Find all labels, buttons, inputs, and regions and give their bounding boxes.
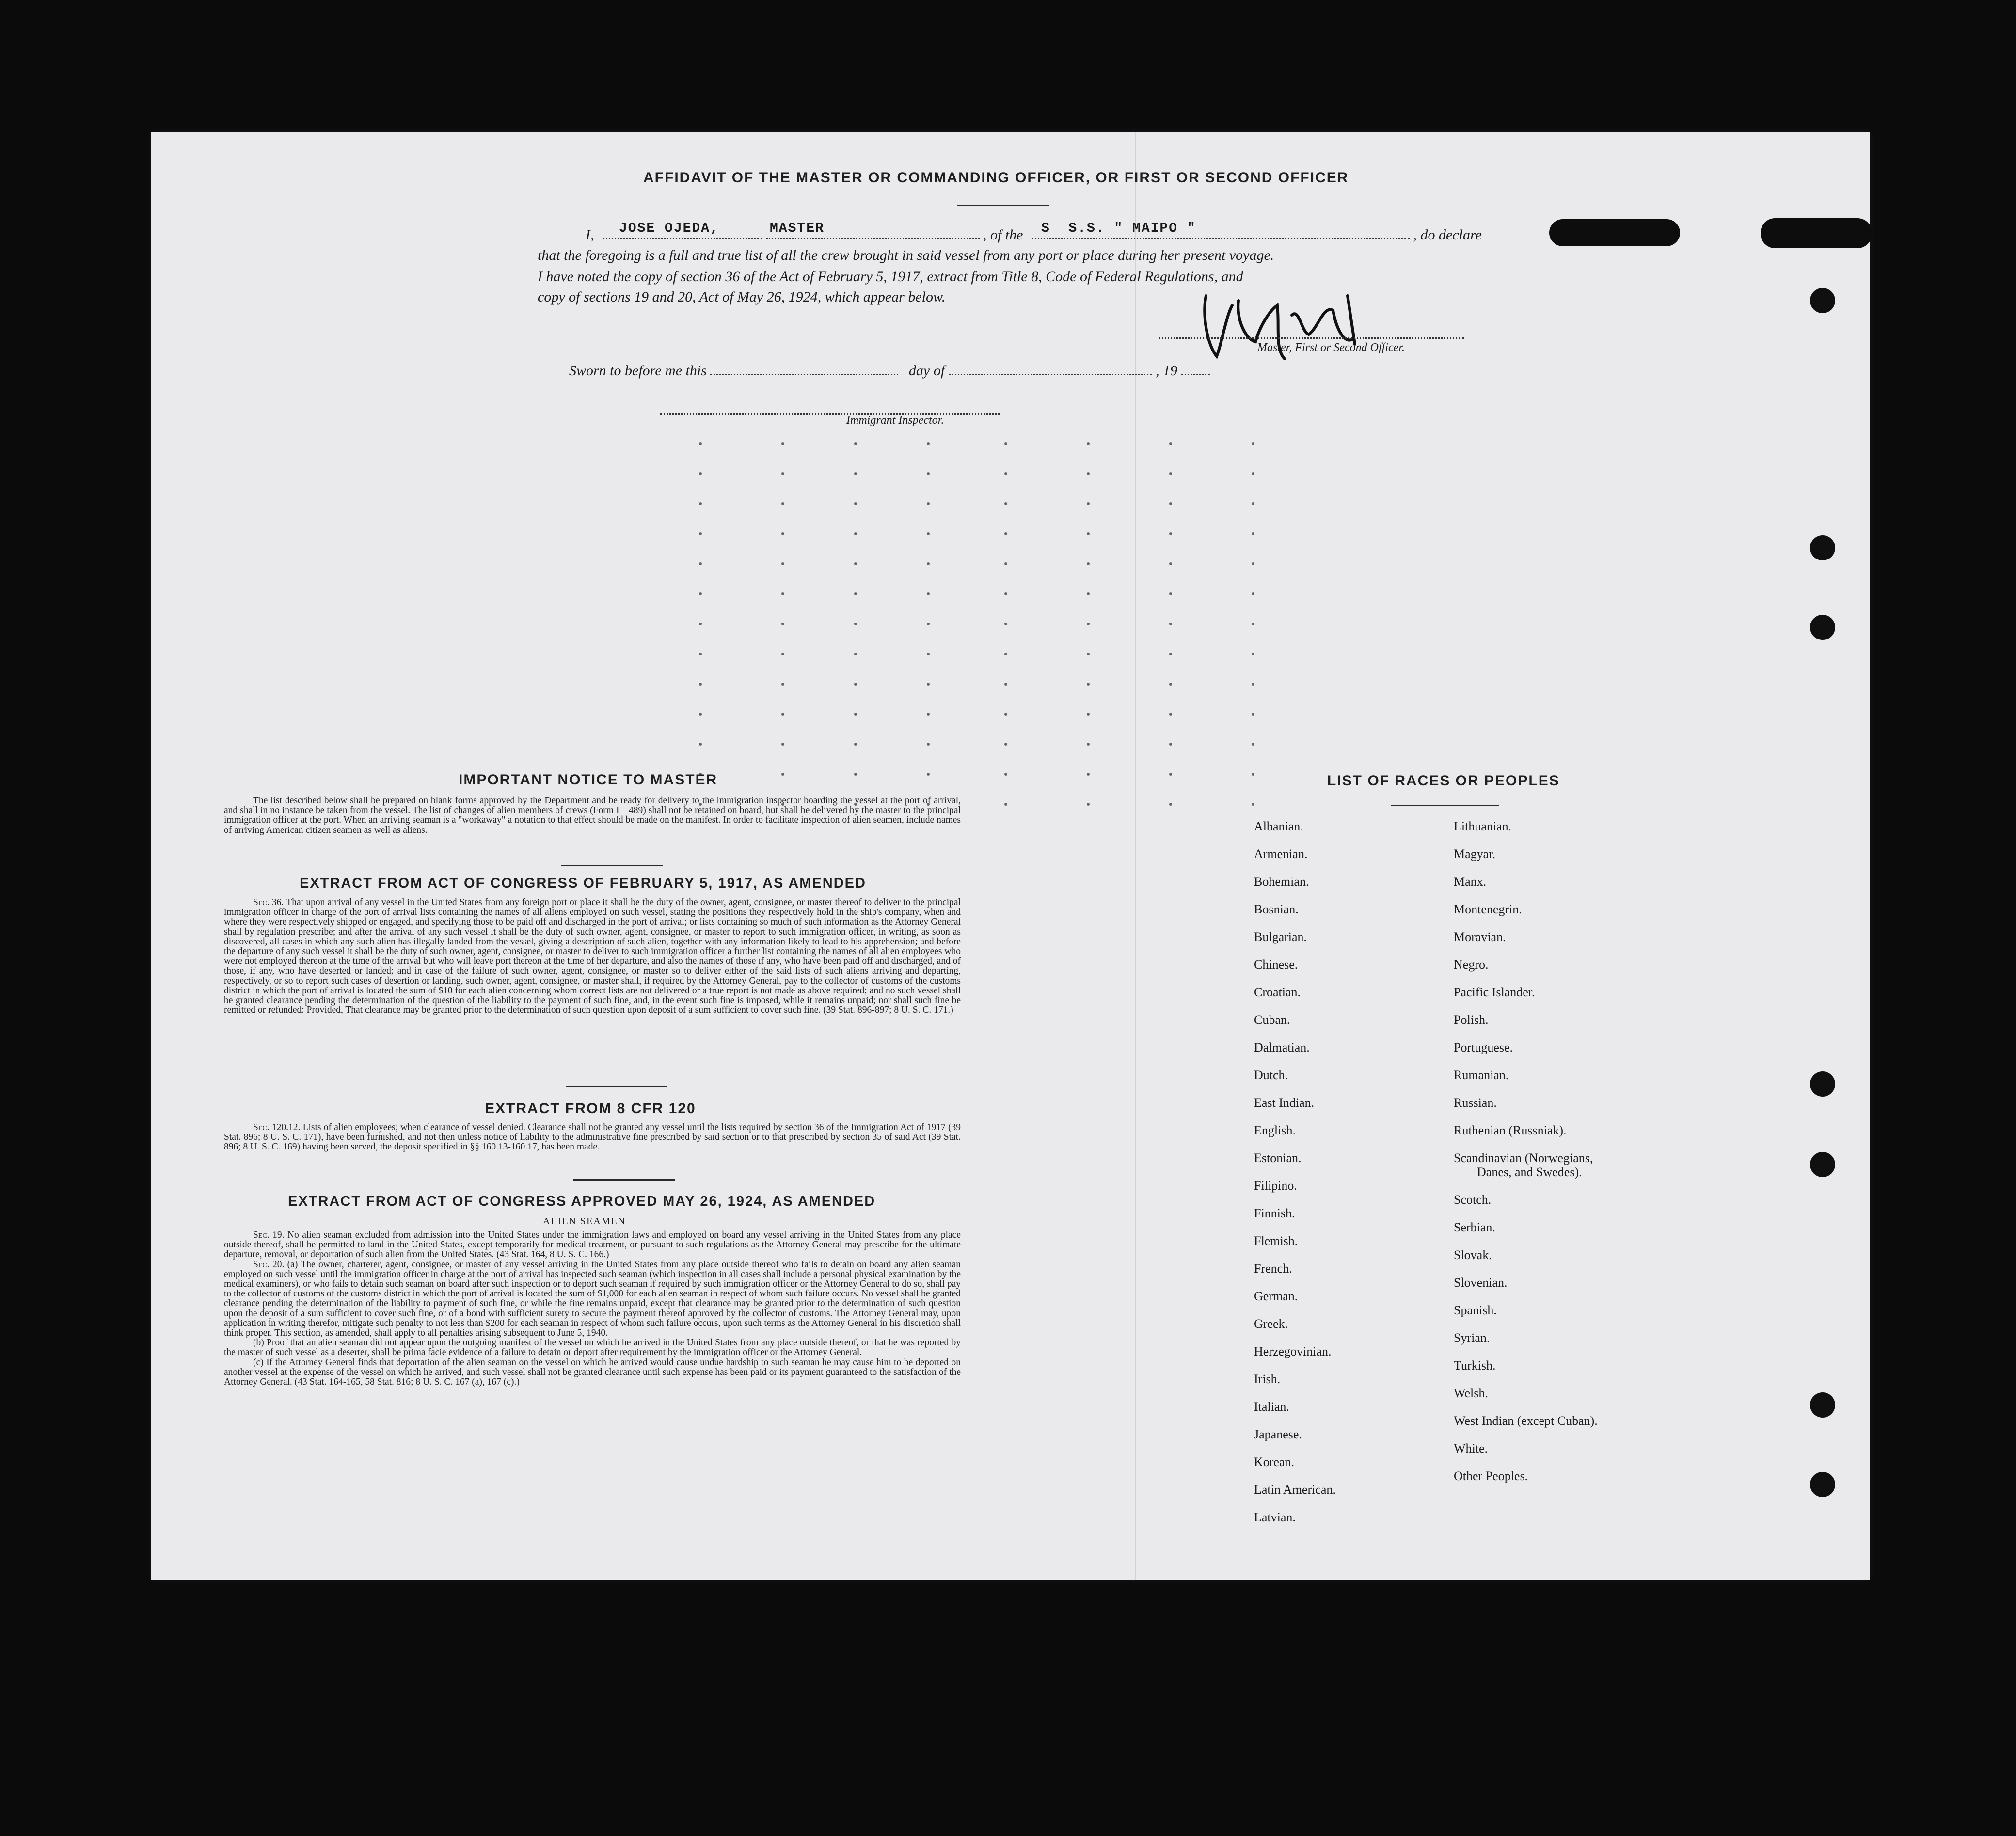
grid-dot [1252,442,1254,445]
race-left-item: Italian. [1254,1400,1289,1414]
grid-dot [1087,743,1090,746]
grid-dot [927,683,930,686]
grid-dot [781,592,784,595]
sec-20b-paragraph: (b) Proof that an alien seaman did not appear upon the outgoing manifest of the vessel on which he arrived in the United States from any place outside thereof, or that he was reported by the master of such vessel as a deserter, shall be prima facie evidence of a failure to detain or deport after requirement by the immigration officer or the Attorney General. [224,1338,961,1358]
grid-dot [1169,562,1172,565]
grid-dot [1252,562,1254,565]
race-left-item: Dalmatian. [1254,1040,1310,1054]
document-page [151,132,1870,1580]
race-left-item: Croatian. [1254,985,1301,999]
extract-1917-title: EXTRACT FROM ACT OF CONGRESS OF FEBRUARY 5, 1917, AS AMENDED [300,876,866,891]
grid-dot [699,472,702,475]
race-right-item: Moravian. [1454,930,1506,944]
grid-dot [1252,472,1254,475]
race-left-item: Flemish. [1254,1234,1298,1248]
grid-dot [1004,442,1007,445]
grid-dot [1004,502,1007,505]
grid-dot [854,743,857,746]
grid-dot [1252,623,1254,625]
race-right-item: Spanish. [1454,1303,1497,1317]
race-right-item: Welsh. [1454,1386,1488,1400]
race-right-item: Magyar. [1454,847,1495,861]
race-left-item: Latvian. [1254,1510,1296,1524]
race-left-item: Latin American. [1254,1483,1336,1497]
grid-dot [927,743,930,746]
race-left-item: Irish. [1254,1372,1281,1386]
race-left-item: Korean. [1254,1455,1295,1469]
race-right-item: Scotch. [1454,1193,1492,1207]
race-left-item: Armenian. [1254,847,1308,861]
grid-dot [927,532,930,535]
day-of-text: day of [908,363,945,379]
grid-dot [781,562,784,565]
race-right-item: Portuguese. [1454,1040,1513,1054]
grid-dot [699,683,702,686]
master-name-value: JOSE OJEDA, [619,221,719,236]
grid-dot [854,592,857,595]
grid-dot [854,653,857,655]
race-right-item: White. [1454,1441,1488,1455]
sec-20c-paragraph: (c) If the Attorney General finds that deportation of the alien seaman on the vessel on which he arrived would cause undue hardship to such seaman he may cause him to be deported on another vessel at the expense of the vessel on which he arrived, and such vessel shall not be granted clearance until such expense has been paid or its payment guaranteed to the satisfaction of the Attorney General. (43 Stat. 164-165, 58 Stat. 816; 8 U. S. C. 167 (a), 167 (c).) [224,1357,961,1388]
races-title: LIST OF RACES OR PEOPLES [1327,773,1560,789]
grid-dot [1252,683,1254,686]
inspector-caption: Immigrant Inspector. [846,414,944,427]
grid-dot [1087,442,1090,445]
signature-line [1159,337,1464,339]
grid-dot [854,562,857,565]
punch-hole-7 [1810,1472,1835,1497]
grid-dot [1169,532,1172,535]
grid-dot [699,653,702,655]
grid-dot [927,713,930,716]
grid-dot [1252,502,1254,505]
notice-rule [561,865,663,866]
race-right-item: Syrian. [1454,1331,1490,1345]
punch-hole-1 [1810,288,1835,313]
race-left-item: Dutch. [1254,1068,1288,1082]
grid-dot [699,562,702,565]
race-right-item: Scandinavian (Norwegians, [1454,1151,1593,1165]
race-right-item: Rumanian. [1454,1068,1509,1082]
grid-dot [927,592,930,595]
affidavit-title-rule [957,205,1049,206]
sec-36-label: Sec. 36. [253,897,284,908]
extract-cfr-paragraph [224,1123,961,1152]
grid-dot [1169,623,1172,625]
grid-dot [1004,472,1007,475]
grid-dot [1252,532,1254,535]
race-left-item: Finnish. [1254,1206,1295,1220]
race-right-item: Manx. [1454,875,1487,889]
grid-dot [699,623,702,625]
grid-dot [854,623,857,625]
race-left-item: Bohemian. [1254,875,1309,889]
grid-dot [699,743,702,746]
grid-dot [781,713,784,716]
grid-dot [699,502,702,505]
grid-dot [854,683,857,686]
punch-hole-4 [1810,1071,1835,1097]
grid-dot [1169,442,1172,445]
sec-20a-paragraph [224,1260,961,1339]
punch-hole-3 [1810,615,1835,640]
race-left-item: Albanian. [1254,819,1303,833]
sec-19-paragraph [224,1230,961,1260]
grid-dot [927,623,930,625]
extract-1917-rule [566,1086,667,1087]
race-left-item: English. [1254,1123,1296,1137]
grid-dot [1087,532,1090,535]
declaration-line-4: copy of sections 19 and 20, Act of May 26, 1924, which appear below. [538,289,946,305]
sworn-year-field [1181,374,1210,375]
grid-dot [1004,562,1007,565]
extract-cfr-rule [573,1179,675,1181]
extract-1924-text [224,1230,961,1387]
punch-hole-5 [1810,1152,1835,1177]
grid-dot [1252,653,1254,655]
race-right-item: Pacific Islander. [1454,985,1535,999]
grid-dot [1169,472,1172,475]
grid-dot [1252,592,1254,595]
grid-dot [1087,502,1090,505]
declaration-line-3: I have noted the copy of section 36 of the Act of February 5, 1917, extract from Title 8, Code of Federal Regulations, and [538,269,1243,285]
grid-dot [781,623,784,625]
grid-dot [1169,713,1172,716]
sec-120-label: Sec. 120.12. [253,1122,301,1133]
grid-dot [1004,592,1007,595]
grid-dot [781,502,784,505]
race-right-item: Slovenian. [1454,1276,1508,1290]
race-right-item: Danes, and Swedes). [1477,1165,1582,1179]
sec-20a-body: (a) The owner, charterer, agent, consignee, or master of any vessel arriving in the United States from any place outside thereof who fails to detain on board any alien seaman employed on such vessel until the immigration officer in charge at the port of arrival has inspected such seaman (which inspection in all cases shall include a personal physical examination by the medical examiners), or who fails to detain such seaman on board after such inspection or to deport such seaman if required by such immigration officer or the Attorney General to do so, shall pay to the collector of customs of the customs district in which the port of arrival is located the sum of $1,000 for each alien seaman in respect of whom such failure occurs. No vessel shall be granted clearance pending the determination of the liability to payment of such fine, or while the fine remains unpaid, except that clearance may be granted prior to the determination of such question upon the deposit of a sum sufficient to cover such fine, or of a bond with sufficient surety to secure the payment thereof approved by the collector of customs. The Attorney General may, upon application in writing therefor, mitigate such penalty to not less than $200 for each seaman in respect of whom such failure occurs, upon such terms as the Attorney General in his discretion shall think proper. This section, as amended, shall apply to all penalties arising subsequent to June 5, 1940. [224,1259,961,1339]
sec-36-body: That upon arrival of any vessel in the United States from any foreign port or place it shall be the duty of the owner, agent, consignee, or master thereof to deliver to the principal immigration officer in charge of the port of arrival lists containing the names of all aliens employed on such vessel, stating the positions they respectively hold in the ship's company, when and where they were respectively shipped or engaged, and specifying those to be paid off and discharged in the port of arrival; or lists containing so much of such information as the Attorney General shall by regulation prescribe; and after the arrival of any such vessel it shall be the duty of such owner, agent, consignee, or master to report to such immigration officer, in writing, as soon as discovered, all cases in which any such alien has illegally landed from the vessel, giving a description of such alien, together with any information likely to lead to his apprehension; and before the departure of any such vessel it shall be the duty of such owner, agent, consignee, or master to deliver to such immigration officer a further list containing the names of all alien employees who were not employed thereon at the time of the arrival but who will leave port thereon at the time of her departure, and also the names of those if any, who have been paid off and discharged, and of those, if any, who have deserted or landed; and in case of the failure of such owner, agent, consignee, or master so to deliver either of the said lists of such aliens arriving and departing, respectively, or so to report such cases of desertion or landing, such owner, agent, consignee, or master shall, if required by the Attorney General, pay to the collector of customs of the customs district in which the port of arrival is located the sum of $10 for each alien concerning whom correct lists are not delivered or a true report is not made as above required; and no such vessel shall be granted clearance pending the determination of the question of the liability to the payment of such fine, and, in the event such fine is imposed, while it remains unpaid; nor shall such fine be remitted or refunded: Provided, That clearance may be granted prior to the determination of such question upon deposit of a sum sufficient to cover such fine. (39 Stat. 896-897; 8 U. S. C. 171.) [224,897,961,1016]
grid-dot [699,532,702,535]
grid-dot [781,532,784,535]
grid-dot [1004,623,1007,625]
page-fold [1135,132,1136,1580]
grid-dot [1087,592,1090,595]
grid-dot [1004,803,1007,806]
sworn-line [569,363,1210,379]
vessel-name-value: S S.S. " MAIPO " [1041,221,1196,236]
race-left-item: Bulgarian. [1254,930,1307,944]
grid-dot [781,683,784,686]
grid-dot [854,532,857,535]
sec-19-label: Sec. 19. [253,1230,285,1240]
grid-dot [927,773,930,776]
punch-hole-6 [1810,1392,1835,1418]
race-left-item: Filipino. [1254,1179,1297,1193]
race-left-item: Cuban. [1254,1013,1290,1027]
sworn-text: Sworn to before me this [569,363,707,379]
grid-dot [1169,502,1172,505]
grid-dot [1252,803,1254,806]
race-left-item: Greek. [1254,1317,1288,1331]
race-right-item: Ruthenian (Russniak). [1454,1123,1567,1137]
grid-dot [854,442,857,445]
declaration-line-2: that the foregoing is a full and true list of all the crew brought in said vessel from any port or place during her present voyage. [538,247,1274,263]
race-right-item: Slovak. [1454,1248,1492,1262]
grid-dot [1004,653,1007,655]
grid-dot [699,442,702,445]
race-right-item: Lithuanian. [1454,819,1512,833]
grid-dot [1004,683,1007,686]
extract-cfr-title: EXTRACT FROM 8 CFR 120 [485,1101,696,1117]
grid-dot [1087,562,1090,565]
sec-20-label: Sec. 20. [253,1259,285,1270]
affidavit-title: AFFIDAVIT OF THE MASTER OR COMMANDING OFFICER, OR FIRST OR SECOND OFFICER [643,170,1349,186]
grid-dot [1087,623,1090,625]
races-title-rule [1391,805,1499,806]
race-left-item: Herzegovinian. [1254,1344,1332,1358]
alien-seamen-subtitle: ALIEN SEAMEN [543,1216,626,1227]
grid-dot [1169,803,1172,806]
grid-dot [1087,653,1090,655]
grid-dot [1087,803,1090,806]
sec-120-body: Lists of alien employees; when clearance of vessel denied. Clearance shall not be granted any vessel until the lists required by section 36 of the Immigration Act of 1917 (39 Stat. 896; 8 U. S. C. 171), have been furnished, and not then unless notice of liability to the administrative fine prescribed by said section or to that prescribed by section 35 of said Act (39 Stat. 896; 8 U. S. C. 169) having been served, the deposit specified in §§ 160.13-160.17, has been made. [224,1122,961,1152]
sworn-day-field [710,374,898,375]
race-right-item: Montenegrin. [1454,902,1522,916]
grid-dot [927,562,930,565]
grid-dot [927,502,930,505]
extract-cfr-text [224,1123,961,1152]
race-left-item: Estonian. [1254,1151,1302,1165]
grid-dot [1252,773,1254,776]
sec-19-body: No alien seaman excluded from admission into the United States under the immigration laws and employed on board any vessel arriving in the United States from any place outside thereof, shall be permitted to land in the United States, except temporarily for medical treatment, or pursuant to such regulations as the Attorney General may prescribe for the ultimate departure, removal, or deportation of such alien from the United States. (43 Stat. 164, 8 U. S. C. 166.) [224,1230,961,1260]
do-declare-text: , do declare [1413,227,1482,243]
grid-dot [699,713,702,716]
race-right-item: Other Peoples. [1454,1469,1528,1483]
notice-paragraph: The list described below shall be prepared on blank forms approved by the Department and be ready for delivery to the immigration inspector boarding the vessel at the port of arrival, and shall in no instance be taken from the vessel. The list of changes of alien members of crews (Form I—489) shall not be retained on board, but shall be delivered by the master to the principal immigration officer at the port. When an arriving seaman is a "workaway" a notation to that effect should be made on the manifest. In order to facilitate inspection of alien seamen, include names of arriving American citizen seamen as well as aliens. [224,796,961,835]
film-smear-left [1549,219,1680,246]
grid-dot [1169,683,1172,686]
inspector-signature-line [660,413,1000,415]
master-name-field [603,221,825,239]
grid-dot [1169,592,1172,595]
grid-dot [781,653,784,655]
of-the-text: , of the [983,227,1023,243]
grid-dot [1252,743,1254,746]
grid-dot [1252,713,1254,716]
grid-dot [1004,743,1007,746]
grid-dot [1087,713,1090,716]
master-rank-value: MASTER [770,221,825,236]
sworn-month-field [949,374,1152,375]
race-left-item: Japanese. [1254,1427,1302,1441]
grid-dot [854,502,857,505]
grid-dot [854,773,857,776]
grid-dot [927,472,930,475]
notice-title: IMPORTANT NOTICE TO MASTER [459,772,718,788]
declaration-line-1 [566,221,1621,243]
punch-hole-2 [1810,535,1835,560]
grid-dot [1087,773,1090,776]
extract-1917-paragraph [224,898,961,1015]
grid-dot [781,472,784,475]
grid-dot [1169,653,1172,655]
race-right-item: Polish. [1454,1013,1489,1027]
grid-dot [781,743,784,746]
year-text: , 19 [1156,363,1178,379]
grid-dot [1004,532,1007,535]
race-right-item: Turkish. [1454,1358,1496,1373]
notice-text [224,796,961,835]
signature-caption: Master, First or Second Officer. [1257,341,1405,354]
race-right-item: Serbian. [1454,1220,1495,1234]
race-left-item: East Indian. [1254,1096,1315,1110]
race-left-item: Bosnian. [1254,902,1299,916]
race-left-item: French. [1254,1261,1292,1276]
rank-field [766,238,980,239]
grid-dot [781,773,784,776]
film-smear-right [1761,218,1872,248]
grid-dot [1169,773,1172,776]
extract-1924-title: EXTRACT FROM ACT OF CONGRESS APPROVED MAY 26, 1924, AS AMENDED [288,1194,876,1209]
grid-dot [1169,743,1172,746]
extract-1917-text [224,898,961,1015]
grid-dot [927,653,930,655]
race-right-item: Russian. [1454,1096,1497,1110]
vessel-field [1032,221,1410,239]
grid-dot [699,592,702,595]
grid-dot [1087,472,1090,475]
race-right-item: Negro. [1454,958,1489,972]
grid-dot [854,472,857,475]
race-right-item: West Indian (except Cuban). [1454,1414,1598,1428]
grid-dot [1087,683,1090,686]
grid-dot [927,442,930,445]
grid-dot [781,442,784,445]
grid-dot [1004,713,1007,716]
declaration-i: I, [586,227,594,243]
race-left-item: German. [1254,1289,1298,1303]
grid-dot [1004,773,1007,776]
race-left-item: Chinese. [1254,958,1298,972]
grid-dot [854,713,857,716]
